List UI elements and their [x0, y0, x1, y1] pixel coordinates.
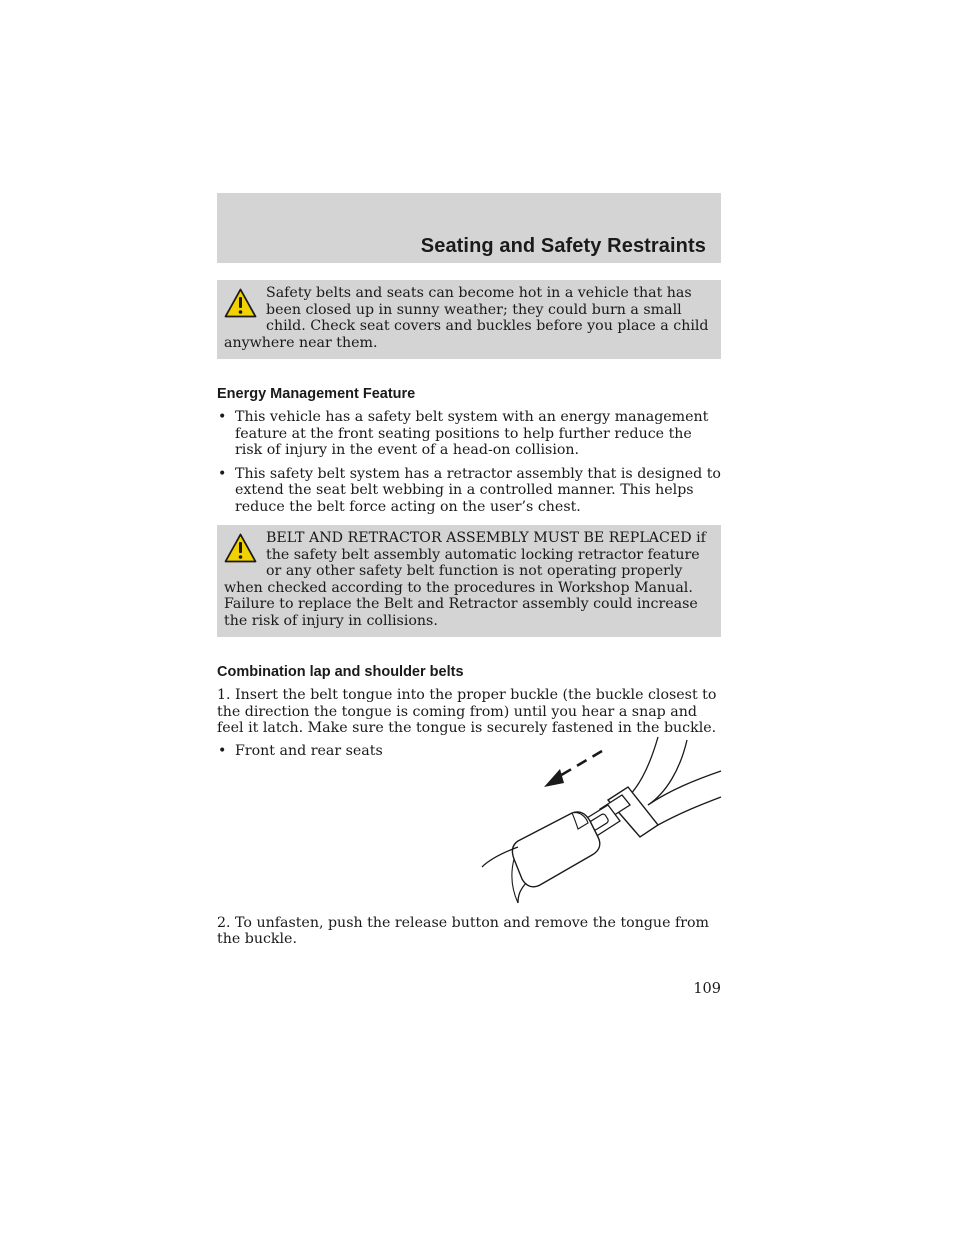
warning-box-hot-belts: [217, 280, 721, 359]
bullet-icon: •: [218, 409, 227, 425]
manual-page: [217, 193, 721, 948]
list-item: • This safety belt system has a retractor assembly that is designed to extend the seat belt webbing in a controlled manner. This helps reduce the belt force acting on the user’s chest.: [218, 465, 721, 515]
section-title: Seating and Safety Restraints: [420, 235, 706, 257]
warning-text: Safety belts and seats can become hot in a vehicle that has been closed up in sunny weather; they could burn a small child. Check seat covers and buckles before you place a child anywhere near them.: [224, 285, 709, 351]
bullet-icon: •: [218, 742, 227, 759]
page-number: 109: [693, 981, 721, 997]
energy-management-heading: Energy Management Feature: [217, 386, 416, 402]
energy-bullet-list: [217, 409, 721, 515]
list-item: • This vehicle has a safety belt system with an energy management feature at the front seating positions to help further reduce the risk of injury in the event of a head-on collision.: [218, 409, 709, 458]
warning-triangle-icon: [224, 288, 257, 322]
illustration-row: [217, 743, 721, 913]
step-2-text: 2. To unfasten, push the release button and remove the tongue from the buckle.: [217, 914, 709, 947]
list-item: • Front and rear seats: [218, 742, 383, 759]
warning-text: BELT AND RETRACTOR ASSEMBLY MUST BE REPLACED if the safety belt assembly automatic locking retractor feature or any other safety belt function is not operating properly when checked according to the procedures in Workshop Manual. Failure to replace the Belt and Retractor assembly could increase the risk of injury in collisions.: [224, 530, 706, 629]
belt-buckle-illustration: [480, 735, 722, 905]
section-header-band: [217, 193, 721, 263]
warning-box-replace-assembly: [217, 525, 721, 637]
warning-triangle-icon: [224, 533, 257, 567]
combination-belts-heading: Combination lap and shoulder belts: [217, 664, 464, 680]
step-1-text: 1. Insert the belt tongue into the proper buckle (the buckle closest to the direction the tongue is coming from) until you hear a snap and feel it latch. Make sure the tongue is securely fastened in the buckle.: [217, 687, 717, 736]
bullet-icon: •: [218, 465, 227, 482]
